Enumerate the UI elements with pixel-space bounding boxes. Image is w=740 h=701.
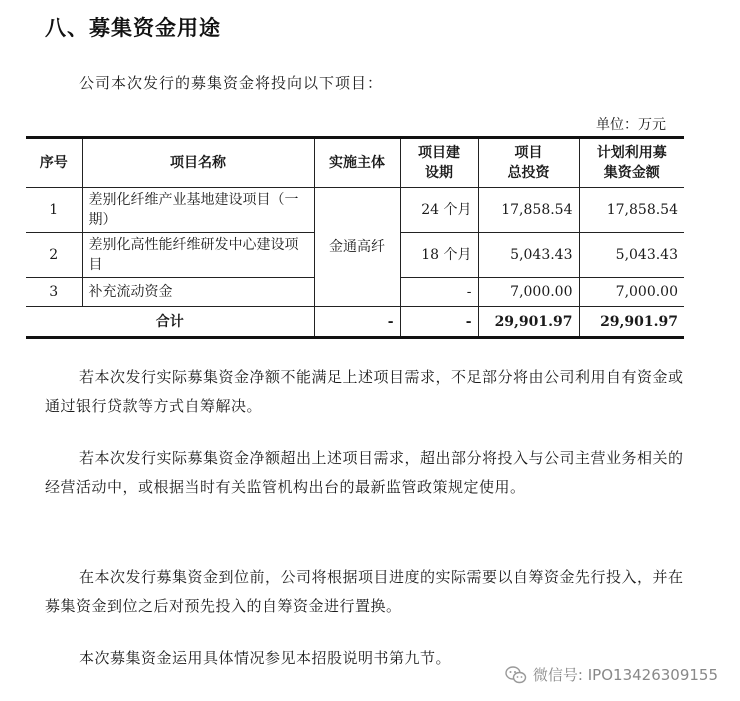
header-planned-line2: 集资金额 <box>603 165 660 181</box>
row-period: - <box>400 278 478 307</box>
row-planned-funds: 5,043.43 <box>579 233 684 278</box>
header-planned-line1: 计划利用募 <box>596 145 667 161</box>
total-planned-funds: 29,901.97 <box>579 307 684 338</box>
row-project-name: 补充流动资金 <box>82 278 314 307</box>
header-entity: 实施主体 <box>314 138 400 188</box>
row-planned-funds: 7,000.00 <box>579 278 684 307</box>
header-planned-funds <box>579 138 684 188</box>
header-investment <box>478 138 579 188</box>
header-no: 序号 <box>26 138 82 188</box>
row-period: 24 个月 <box>400 188 478 233</box>
row-project-name: 差别化高性能纤维研发中心建设项目 <box>82 233 314 278</box>
section-title: 八、募集资金用途 <box>45 16 221 40</box>
paragraph-surplus: 若本次发行实际募集资金净额超出上述项目需求，超出部分将投入与公司主营业务相关的经营活动中，或根据当时有关监管机构出台的最新监管政策规定使用。 <box>45 449 684 496</box>
paragraph-reference: 本次募集资金运用具体情况参见本招股说明书第九节。 <box>79 649 452 667</box>
header-period-line2: 设期 <box>425 165 453 181</box>
header-name: 项目名称 <box>82 138 314 188</box>
paragraph-shortfall: 若本次发行实际募集资金净额不能满足上述项目需求，不足部分将由公司利用自有资金或通过银行贷款等方式自筹解决。 <box>45 368 684 415</box>
total-investment: 29,901.97 <box>478 307 579 338</box>
table-total-row <box>26 307 684 338</box>
row-investment: 5,043.43 <box>478 233 579 278</box>
unit-label: 单位：万元 <box>596 117 666 133</box>
row-investment: 17,858.54 <box>478 188 579 233</box>
row-project-name: 差别化纤维产业基地建设项目（一期） <box>82 188 314 233</box>
paragraph-prefunding: 在本次发行募集资金到位前，公司将根据项目进度的实际需要以自筹资金先行投入，并在募集资金到位之后对预先投入的自筹资金进行置换。 <box>45 568 684 615</box>
row-investment: 7,000.00 <box>478 278 579 307</box>
row-planned-funds: 17,858.54 <box>579 188 684 233</box>
header-investment-line1: 项目 <box>514 145 543 161</box>
row-no: 3 <box>26 278 82 307</box>
row-period: 18 个月 <box>400 233 478 278</box>
intro-text: 公司本次发行的募集资金将投向以下项目： <box>79 74 384 92</box>
row-entity-merged: 金通高纤 <box>314 188 400 307</box>
watermark-text: 微信号: IPO13426309155 <box>532 666 718 684</box>
row-no: 1 <box>26 188 82 233</box>
fund-usage-table <box>26 136 684 339</box>
wechat-icon <box>505 665 527 685</box>
header-period <box>400 138 478 188</box>
header-investment-line2: 总投资 <box>507 165 550 181</box>
table-row <box>26 188 684 233</box>
total-period: - <box>400 307 478 338</box>
total-label: 合计 <box>26 307 314 338</box>
wechat-watermark <box>505 664 718 685</box>
header-period-line1: 项目建 <box>418 145 460 161</box>
total-entity: - <box>314 307 400 338</box>
row-no: 2 <box>26 233 82 278</box>
table-header-row <box>26 138 684 188</box>
